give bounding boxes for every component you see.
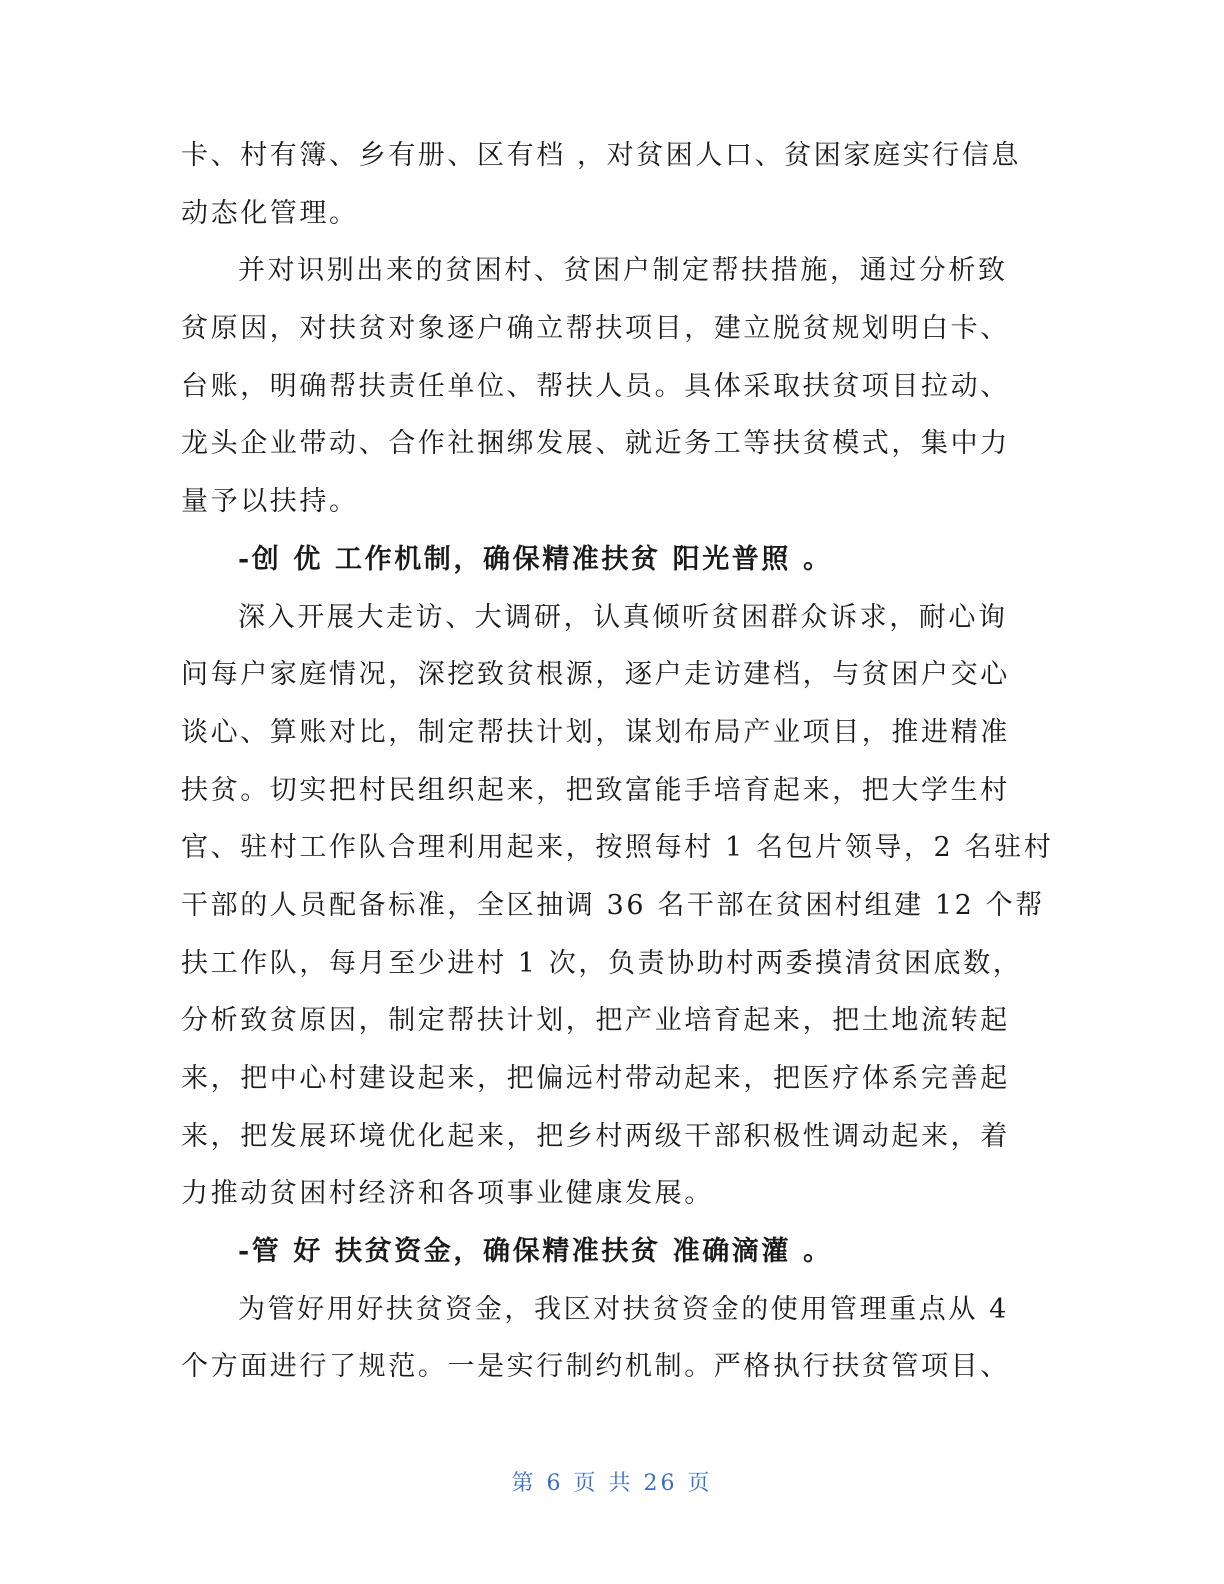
text-line: 深入开展大走访、大调研，认真倾听贫困群众诉求，耐心询 [238,601,1008,633]
paragraph-text [181,127,1054,1396]
text-line: 为管好用好扶贫资金，我区对扶贫资金的使用管理重点从 4 [238,1293,1009,1325]
text-line: 扶工作队，每月至少进村 1 次，负责协助村两委摸清贫困底数， [181,947,1023,979]
section-heading: -创 优 工作机制，确保精准扶贫 阳光普照 。 [238,543,833,575]
text-line: 来，把发展环境优化起来，把乡村两级干部积极性调动起来，着 [181,1120,1010,1152]
text-line: 台账，明确帮扶责任单位、帮扶人员。具体采取扶贫项目拉动、 [181,370,1010,402]
text-line: 力推动贫困村经济和各项事业健康发展。 [181,1178,714,1210]
text-line: 量予以扶持。 [181,486,359,518]
text-line: 官、驻村工作队合理利用起来，按照每村 1 名包片领导，2 名驻村 [181,832,1054,864]
text-line: 动态化管理。 [181,197,359,229]
text-line: 分析致贫原因，制定帮扶计划，把产业培育起来，把土地流转起 [181,1005,1010,1037]
text-line: 干部的人员配备标准，全区抽调 36 名干部在贫困村组建 12 个帮 [181,889,1045,921]
document-body [181,127,1054,1396]
text-line: 扶贫。切实把村民组织起来，把致富能手培育起来，把大学生村 [181,774,1010,806]
text-line: 谈心、算账对比，制定帮扶计划，谋划布局产业项目，推进精准 [181,716,1010,748]
section-heading: -管 好 扶贫资金，确保精准扶贫 准确滴灌 。 [238,1236,833,1268]
text-line: 卡、村有簿、乡有册、区有档 ，对贫困人口、贫困家庭实行信息 [181,140,1021,171]
page-number-footer: 第 6 页 共 26 页 [511,1471,713,1496]
text-line: 个方面进行了规范。一是实行制约机制。严格执行扶贫管项目、 [181,1351,1010,1383]
text-line: 龙头企业带动、合作社捆绑发展、就近务工等扶贫模式，集中力 [181,428,1010,460]
text-line: 并对识别出来的贫困村、贫困户制定帮扶措施，通过分析致 [238,255,1008,287]
text-line: 贫原因，对扶贫对象逐户确立帮扶项目，建立脱贫规划明白卡、 [181,313,1010,345]
text-line: 来，把中心村建设起来，把偏远村带动起来，把医疗体系完善起 [181,1063,1010,1094]
text-line: 问每户家庭情况，深挖致贫根源，逐户走访建档，与贫困户交心 [181,659,1010,691]
